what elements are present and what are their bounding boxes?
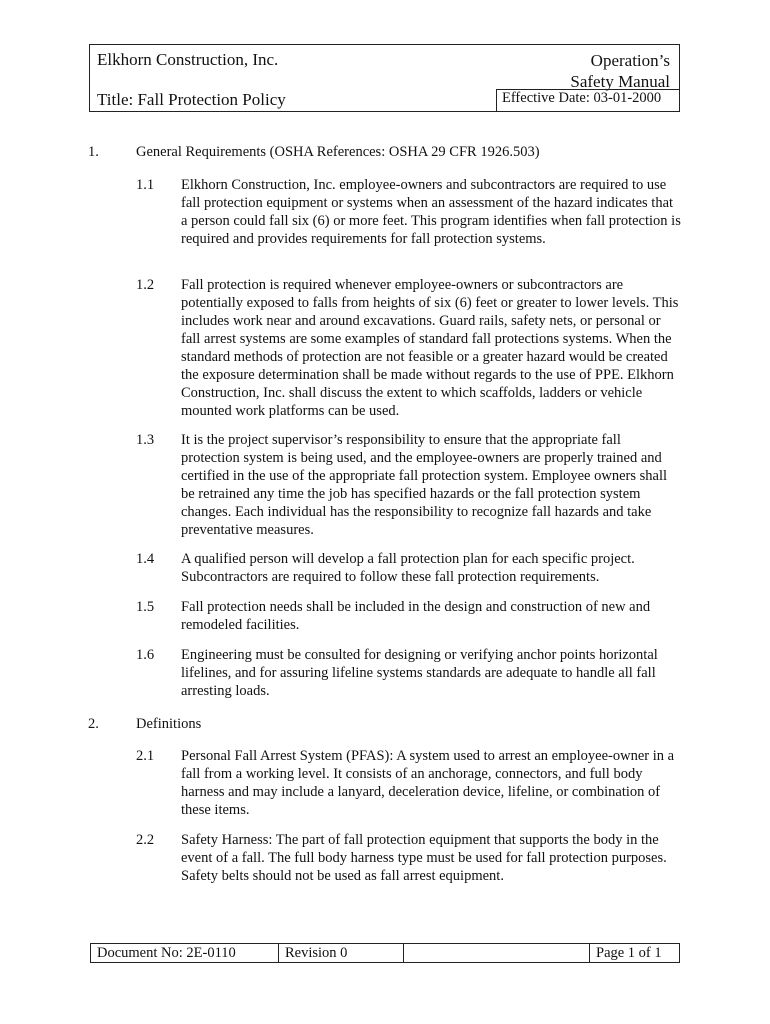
footer-divider [403,944,404,962]
item-1-4-number: 1.4 [136,551,155,567]
item-1-6-text: Engineering must be consulted for designing or verifying anchor points horizontal lifelines, and for assuring lifeline systems standards are adequate to handle all fall arresting loads. [181,647,658,699]
revision-number: Revision 0 [285,945,348,961]
document-number: Document No: 2E-0110 [97,945,236,961]
item-2-1-text: Personal Fall Arrest System (PFAS): A system used to arrest an employee-owner in a fall from a working level. It consists of an anchorage, connectors, and full body harness and may include a lanyard, deceleration device, lifeline, or combination of these items. [181,748,675,818]
item-1-2-text: Fall protection is required whenever employee-owners or subcontractors are potentially exposed to falls from heights of six (6) feet or greater to lower levels. This includes work near and around excavations. Guard rails, safety nets, or personal or fall arrest systems are some examples of standard fall protections systems. When the standard methods of protection are not feasible or a greater hazard would be created the exposure determination shall be made without regards to the use of PPE. Elkhorn Construction, Inc. shall discuss the extent to which scaffolds, ladders or vehicle mounted work platforms can be used. [181,277,679,419]
item-2-1-number: 2.1 [136,748,155,764]
item-1-2-number: 1.2 [136,277,155,293]
policy-title: Title: Fall Protection Policy [97,90,286,109]
document-header [89,44,680,112]
item-1-3-number: 1.3 [136,432,155,448]
item-1-1-number: 1.1 [136,177,155,193]
section-1-number: 1. [88,144,99,160]
item-1-3-text: It is the project supervisor’s responsibility to ensure that the appropriate fall protection system is being used, and the employee-owners are properly trained and certified in the use of the appropriate fall protection system. Employee owners shall be retrained any time the job has specified hazards or the fall protection system changes. Each individual has the responsibility to recognize fall hazards and take preventative measures. [181,432,667,538]
footer-divider [278,944,279,962]
footer-divider [589,944,590,962]
item-1-5-text: Fall protection needs shall be included in the design and construction of new and remodeled facilities. [181,599,651,633]
effective-date: Effective Date: 03-01-2000 [502,90,662,106]
item-2-2-number: 2.2 [136,832,155,848]
item-1-5-number: 1.5 [136,599,155,615]
manual-title-line2: Safety Manual [570,72,670,91]
item-1-1-text: Elkhorn Construction, Inc. employee-owners and subcontractors are required to use fall protection equipment or systems when an assessment of the hazard indicates that a person could fall six (6) or more feet. This program identifies when fall protection is required and provides requirements for fall protection systems. [181,177,681,247]
section-1-heading: General Requirements (OSHA References: OSHA 29 CFR 1926.503) [136,144,540,160]
manual-title-line1: Operation’s [590,51,670,70]
section-2-number: 2. [88,716,99,732]
manual-title [470,50,670,92]
item-1-6-number: 1.6 [136,647,155,663]
page-number: Page 1 of 1 [596,945,662,961]
header-vertical-divider [496,89,497,111]
item-2-2-text: Safety Harness: The part of fall protection equipment that supports the body in the event of a fall. The full body harness type must be used for fall protection purposes. Safety belts should not be used as fall arrest equipment. [181,832,667,884]
company-name: Elkhorn Construction, Inc. [97,50,279,69]
document-footer [90,943,680,963]
section-2-heading: Definitions [136,716,202,732]
item-1-4-text: A qualified person will develop a fall protection plan for each specific project. Subcontractors are required to follow these fall protection requirements. [181,551,635,585]
